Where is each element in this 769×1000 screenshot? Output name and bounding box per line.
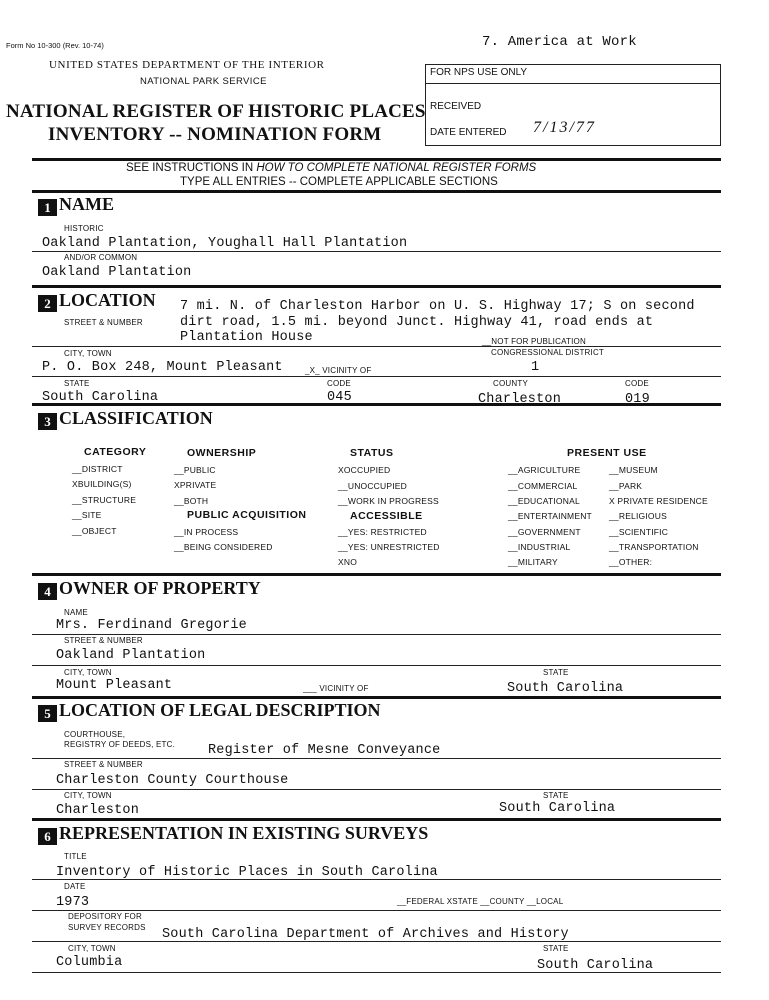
ownership-both: __BOTH	[174, 496, 209, 506]
use-private-residence: X PRIVATE RESIDENCE	[609, 496, 708, 506]
s2-number: 2	[38, 295, 57, 312]
category-object: __OBJECT	[72, 526, 117, 536]
survey-city-line	[32, 972, 721, 973]
county-code-value: 019	[625, 392, 650, 407]
survey-date-line	[32, 910, 721, 911]
depository-label-1: DEPOSITORY FOR	[68, 912, 142, 921]
status-occupied: XOCCUPIED	[338, 465, 391, 475]
survey-state-label: STATE	[543, 944, 569, 953]
category-buildings: XBUILDING(S)	[72, 479, 132, 489]
street-line-3: Plantation House	[180, 330, 313, 345]
street-line-1: 7 mi. N. of Charleston Harbor on U. S. Highway 17; S on second	[180, 299, 695, 314]
court-street-label: STREET & NUMBER	[64, 760, 143, 769]
street-label: STREET & NUMBER	[64, 318, 143, 327]
instructions-emph: HOW TO COMPLETE NATIONAL REGISTER FORMS	[256, 162, 537, 174]
owner-state-value: South Carolina	[507, 681, 624, 696]
s1-number: 1	[38, 199, 57, 216]
city-line	[32, 376, 721, 377]
vicinity-of: _X_ VICINITY OF	[305, 366, 372, 375]
status-unoccupied: __UNOCCUPIED	[338, 481, 407, 491]
court-street-value: Charleston County Courthouse	[56, 773, 289, 788]
depository-label-2: SURVEY RECORDS	[68, 923, 146, 932]
city-label: CITY, TOWN	[64, 349, 112, 358]
s6-top-rule	[32, 818, 721, 821]
category-site: __SITE	[72, 510, 102, 520]
s3-title: CLASSIFICATION	[59, 408, 213, 428]
form-number: Form No 10-300 (Rev. 10-74)	[6, 41, 104, 50]
survey-title-label: TITLE	[64, 852, 87, 861]
registry-label: REGISTRY OF DEEDS, ETC.	[64, 740, 175, 749]
court-city-value: Charleston	[56, 803, 140, 818]
owner-name-line	[32, 634, 721, 635]
use-museum: __MUSEUM	[609, 465, 658, 475]
city-value: P. O. Box 248, Mount Pleasant	[42, 360, 283, 375]
use-entertainment: __ENTERTAINMENT	[508, 511, 592, 521]
s5-top-rule	[32, 696, 721, 699]
s5-title: LOCATION OF LEGAL DESCRIPTION	[59, 700, 381, 720]
not-for-publication: __NOT FOR PUBLICATION	[482, 337, 586, 346]
page-label: 7. America at Work	[482, 34, 637, 50]
ownership-private: XPRIVATE	[174, 480, 217, 490]
county-label: COUNTY	[493, 379, 528, 388]
s4-heading	[38, 578, 261, 600]
status-heading: STATUS	[350, 447, 394, 459]
s6-number: 6	[38, 828, 57, 845]
access-unrestricted: __YES: UNRESTRICTED	[338, 542, 440, 552]
county-code-label: CODE	[625, 379, 649, 388]
owner-street-label: STREET & NUMBER	[64, 636, 143, 645]
s4-title: OWNER OF PROPERTY	[59, 578, 261, 598]
acquisition-heading: PUBLIC ACQUISITION	[187, 509, 307, 521]
instructions-pre: SEE INSTRUCTIONS IN	[126, 162, 257, 174]
status-work: __WORK IN PROGRESS	[338, 496, 439, 506]
s2-title: LOCATION	[59, 290, 156, 310]
courthouse-line	[32, 758, 721, 759]
ownership-public: __PUBLIC	[174, 465, 216, 475]
accessible-heading: ACCESSIBLE	[350, 510, 423, 522]
street-line	[32, 346, 721, 347]
date-entered-label: DATE ENTERED	[430, 127, 507, 138]
courthouse-value: Register of Mesne Conveyance	[208, 743, 441, 758]
survey-title-value: Inventory of Historic Places in South Carolina	[56, 865, 438, 880]
received-label: RECEIVED	[430, 101, 482, 112]
nps-box-divider	[425, 83, 721, 84]
use-transportation: __TRANSPORTATION	[609, 542, 699, 552]
court-state-label: STATE	[543, 791, 569, 800]
use-commercial: __COMMERCIAL	[508, 481, 578, 491]
use-scientific: __SCIENTIFIC	[609, 527, 669, 537]
survey-city-label: CITY, TOWN	[68, 944, 116, 953]
instructions-line-1	[126, 162, 536, 174]
survey-date-label: DATE	[64, 882, 86, 891]
owner-name-value: Mrs. Ferdinand Gregorie	[56, 618, 247, 633]
court-city-label: CITY, TOWN	[64, 791, 112, 800]
ownership-heading: OWNERSHIP	[187, 447, 257, 459]
common-label: AND/OR COMMON	[64, 253, 138, 262]
survey-state-value: South Carolina	[537, 958, 654, 973]
nps-box-title: FOR NPS USE ONLY	[430, 67, 528, 78]
street-line-2: dirt road, 1.5 mi. beyond Junct. Highway 41, road ends at	[180, 315, 654, 330]
survey-city-value: Columbia	[56, 955, 123, 970]
header-rule	[32, 158, 721, 161]
courthouse-label: COURTHOUSE,	[64, 730, 126, 739]
code-label: CODE	[327, 379, 351, 388]
court-street-line	[32, 789, 721, 790]
use-educational: __EDUCATIONAL	[508, 496, 580, 506]
category-structure: __STRUCTURE	[72, 495, 137, 505]
use-park: __PARK	[609, 481, 643, 491]
owner-city-value: Mount Pleasant	[56, 678, 173, 693]
congressional-label: CONGRESSIONAL DISTRICT	[491, 348, 605, 357]
s6-title: REPRESENTATION IN EXISTING SURVEYS	[59, 823, 429, 843]
code-value: 045	[327, 390, 352, 405]
depository-line	[32, 941, 721, 942]
use-military: __MILITARY	[508, 557, 558, 567]
date-entered-value: 7/13/77	[533, 119, 596, 136]
historic-label: HISTORIC	[64, 224, 104, 233]
state-label: STATE	[64, 379, 90, 388]
use-other: __OTHER:	[609, 557, 653, 567]
s3-top-rule	[32, 403, 721, 406]
s6-heading	[38, 823, 428, 845]
congressional-value: 1	[531, 360, 540, 375]
owner-name-label: NAME	[64, 608, 88, 617]
s4-number: 4	[38, 583, 57, 600]
service: NATIONAL PARK SERVICE	[140, 76, 267, 87]
s3-number: 3	[38, 413, 57, 430]
county-value: Charleston	[478, 392, 562, 407]
acquisition-considered: __BEING CONSIDERED	[174, 542, 273, 552]
access-no: XNO	[338, 557, 358, 567]
s2-heading	[38, 290, 156, 312]
use-religious: __RELIGIOUS	[609, 511, 667, 521]
form-title-1: NATIONAL REGISTER OF HISTORIC PLACES	[6, 101, 426, 122]
depository-value: South Carolina Department of Archives and History	[162, 927, 569, 942]
department: UNITED STATES DEPARTMENT OF THE INTERIOR	[49, 59, 325, 71]
owner-street-value: Oakland Plantation	[56, 648, 206, 663]
category-district: __DISTRICT	[72, 464, 123, 474]
survey-title-line	[32, 879, 721, 880]
present-use-heading: PRESENT USE	[567, 447, 647, 459]
s1-top-rule	[32, 190, 721, 193]
use-government: __GOVERNMENT	[508, 527, 581, 537]
s5-heading	[38, 700, 381, 722]
common-value: Oakland Plantation	[42, 265, 192, 280]
acquisition-in-process: __IN PROCESS	[174, 527, 239, 537]
historic-value: Oakland Plantation, Youghall Hall Plantation	[42, 236, 408, 251]
owner-city-label: CITY, TOWN	[64, 668, 112, 677]
s5-number: 5	[38, 705, 57, 722]
owner-street-line	[32, 665, 721, 666]
s1-heading	[38, 194, 114, 216]
use-industrial: __INDUSTRIAL	[508, 542, 571, 552]
instructions-line-2: TYPE ALL ENTRIES -- COMPLETE APPLICABLE SECTIONS	[180, 176, 498, 188]
form-title-2: INVENTORY -- NOMINATION FORM	[48, 124, 382, 145]
survey-levels: __FEDERAL XSTATE __COUNTY __LOCAL	[397, 897, 564, 906]
use-agriculture: __AGRICULTURE	[508, 465, 581, 475]
s2-top-rule	[32, 285, 721, 288]
owner-vicinity: ___ VICINITY OF	[303, 684, 369, 693]
court-state-value: South Carolina	[499, 801, 616, 816]
s4-top-rule	[32, 573, 721, 576]
s1-title: NAME	[59, 194, 114, 214]
state-value: South Carolina	[42, 390, 159, 405]
owner-state-label: STATE	[543, 668, 569, 677]
historic-line	[32, 251, 721, 252]
access-restricted: __YES: RESTRICTED	[338, 527, 427, 537]
survey-date-value: 1973	[56, 895, 90, 910]
category-heading: CATEGORY	[84, 446, 147, 458]
s3-heading	[38, 408, 213, 430]
